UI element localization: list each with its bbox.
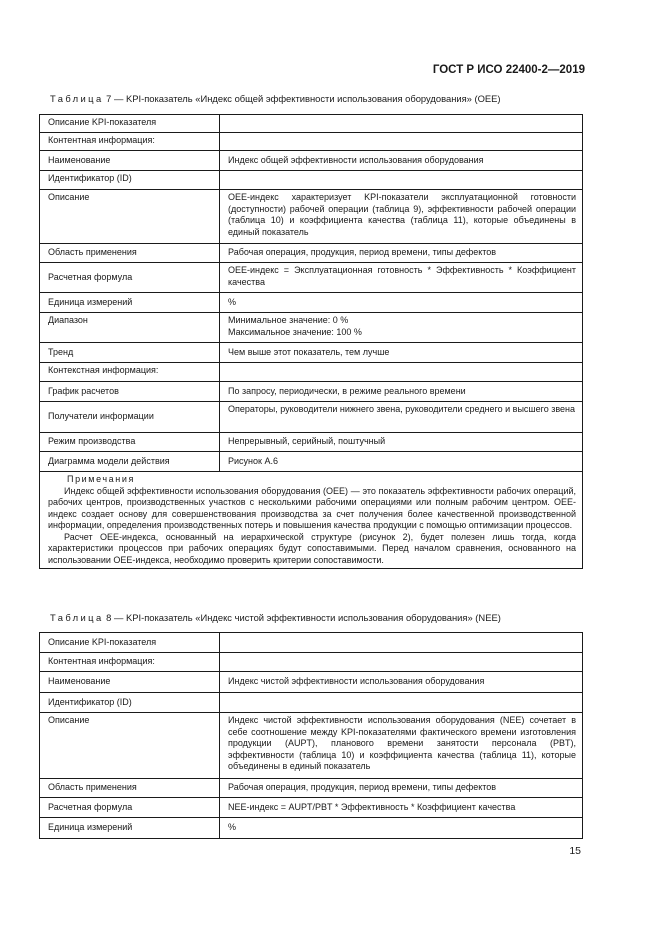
table-row: Описание OEE-индекс характеризует KPI-показатели эксплуатационной готовности (доступности) рабочей операции (таблица 9), эффективности рабочей операции (таблица 10) и коэффициента качества (таблица 11), которые объединены в единый показатель — [40, 190, 583, 244]
table7-caption: Таблица 7 — KPI-показатель «Индекс общей эффективности использования оборудования» (OEE) — [50, 93, 501, 104]
table-row: Контентная информация: — [40, 133, 583, 151]
table-row: Единица измерений % — [40, 293, 583, 313]
table-row: Тренд Чем выше этот показатель, тем лучше — [40, 343, 583, 363]
table-row: График расчетов По запросу, периодически, в режиме реального времени — [40, 382, 583, 402]
table-row: Контентная информация: — [40, 653, 583, 672]
table-row: Диапазон Минимальное значение: 0 % Максимальное значение: 100 % — [40, 313, 583, 343]
table-row: Контекстная информация: — [40, 363, 583, 382]
table7 — [39, 114, 583, 569]
document-id: ГОСТ Р ИСО 22400-2—2019 — [432, 64, 585, 76]
table8-caption: Таблица 8 — KPI-показатель «Индекс чистой эффективности использования оборудования» (NEE) — [50, 612, 501, 623]
note-paragraph: Расчет OEE-индекса, основанный на иерархической структуре (рисунок 2), будет полезен лишь тогда, когда характеристики процессов при рабочих операциях будут сопоставимыми. Перед началом сравнения, основанного на использовании OEE-индекса, необходимо проверить критерии сопоставимости. — [48, 531, 576, 565]
table-row: Получатели информации Операторы, руководители нижнего звена, руководители среднего и высшего звена — [40, 402, 583, 433]
table8 — [39, 632, 583, 839]
table-row: Область применения Рабочая операция, продукция, период времени, типы дефектов — [40, 244, 583, 263]
table-row: Описание KPI-показателя — [40, 633, 583, 653]
page-number: 15 — [569, 845, 581, 857]
table-row: Идентификатор (ID) — [40, 171, 583, 190]
table-row: Наименование Индекс чистой эффективности использования оборудования — [40, 672, 583, 693]
table-row: Режим производства Непрерывный, серийный, поштучный — [40, 433, 583, 452]
table-row: Область применения Рабочая операция, продукция, период времени, типы дефектов — [40, 779, 583, 798]
table-row: Диаграмма модели действия Рисунок А.6 — [40, 452, 583, 472]
table-row: Идентификатор (ID) — [40, 693, 583, 713]
table-notes-row — [40, 472, 583, 569]
table-row: Описание Индекс чистой эффективности использования оборудования (NEE) сочетает в себе соотношение между KPI-показателями фактического времени изготовления продукции (AUPT), планового времени занятости персонала (PBT), эффективности (таблица 10) и коэффициента качества (таблица 11), которые объединены в единый показатель — [40, 713, 583, 779]
table-row: Расчетная формула NEE-индекс = AUPT/PBT * Эффективность * Коэффициент качества — [40, 798, 583, 818]
table-row: Единица измерений % — [40, 818, 583, 839]
notes-title: Примечания — [67, 474, 135, 484]
table-row: Наименование Индекс общей эффективности использования оборудования — [40, 151, 583, 171]
table-row: Расчетная формула OEE-индекс = Эксплуатационная готовность * Эффективность * Коэффициент качества — [40, 263, 583, 293]
table-row: Описание KPI-показателя — [40, 115, 583, 133]
note-paragraph: Индекс общей эффективности использования оборудования (OEE) — это показатель эффективности рабочих операций, рабочих центров, производственных участков с несколькими рабочими операциями или полным рабочим центром. OEE-индекс создает основу для совершенствования производства за счет получения более качественной производственной информации, определения производственных потерь и повышения качества продукции с помощью оптимизации процессов. — [48, 485, 576, 530]
table-notes — [40, 472, 583, 569]
